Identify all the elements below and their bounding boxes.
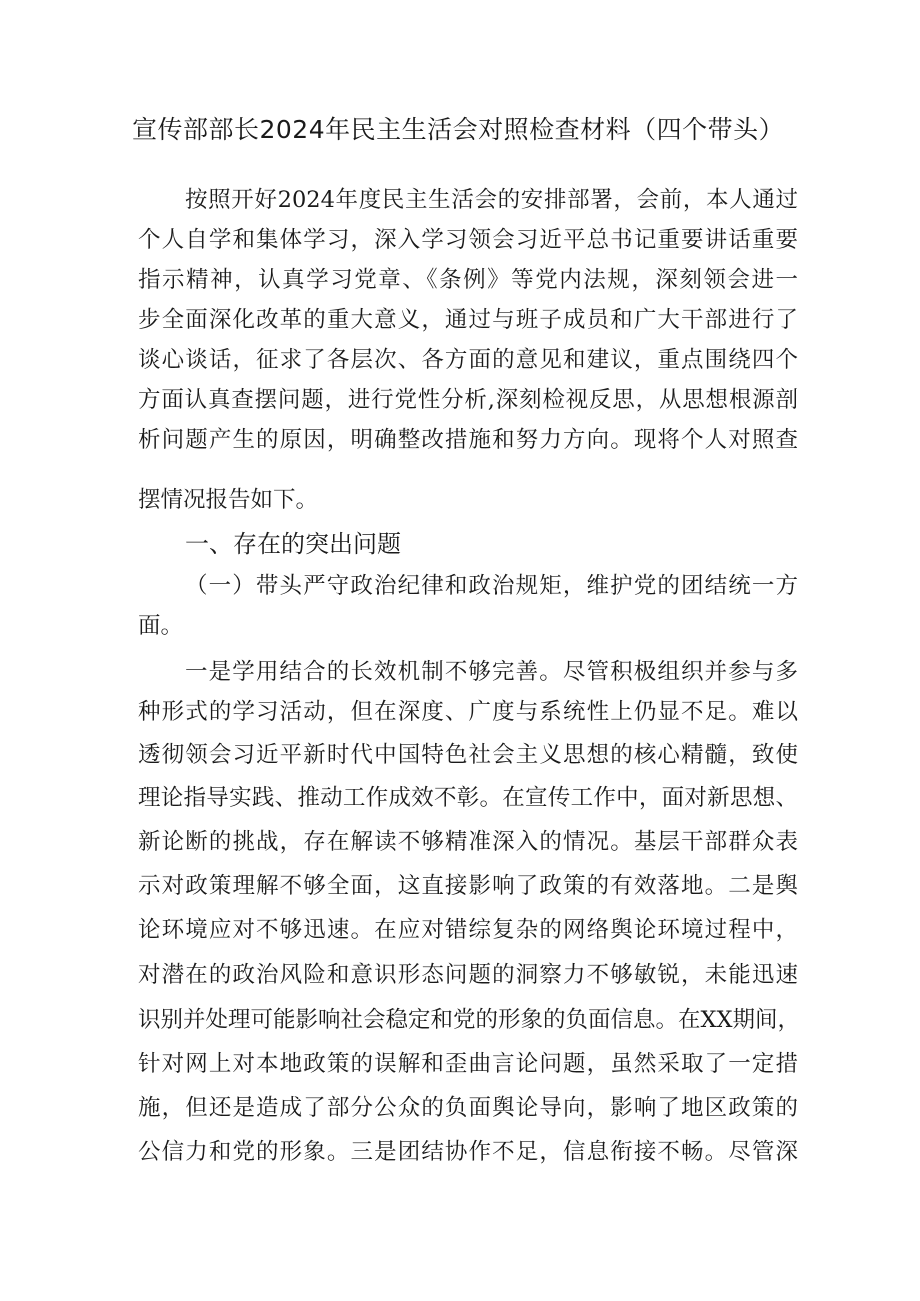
body-line: 种形式的学习活动，但在深度、广度与系统性上仍显不足。难以 <box>138 699 798 725</box>
intro-line: 个人自学和集体学习，深入学习领会习近平总书记重要讲话重要 <box>138 227 798 253</box>
body-line: 示对政策理解不够全面，这直接影响了政策的有效落地。二是舆 <box>138 873 798 899</box>
body-line: 一是学用结合的长效机制不够完善。尽管积极组织并参与多 <box>185 659 798 685</box>
body-line: 论环境应对不够迅速。在应对错综复杂的网络舆论环境过程中， <box>138 917 798 943</box>
intro-line: 按照开好2024年度民主生活会的安排部署，会前，本人通过 <box>185 187 798 213</box>
intro-line: 步全面深化改革的重大意义，通过与班子成员和广大干部进行了 <box>138 307 798 333</box>
subsection-line: 面。 <box>138 613 184 639</box>
body-line: 公信力和党的形象。三是团结协作不足，信息衔接不畅。尽管深 <box>138 1139 798 1165</box>
intro-line: 摆情况报告如下。 <box>138 487 319 513</box>
intro-line: 谈心谈话，征求了各层次、各方面的意见和建议，重点围绕四个 <box>138 347 798 373</box>
body-line: 识别并处理可能影响社会稳定和党的形象的负面信息。在XX期间， <box>138 1007 801 1033</box>
body-line: 理论指导实践、推动工作成效不彰。在宣传工作中，面对新思想、 <box>138 785 798 811</box>
body-line: 新论断的挑战，存在解读不够精准深入的情况。基层干部群众表 <box>138 829 798 855</box>
body-line: 施，但还是造成了部分公众的负面舆论导向，影响了地区政策的 <box>138 1095 798 1121</box>
body-line: 针对网上对本地政策的误解和歪曲言论问题，虽然采取了一定措 <box>138 1051 798 1077</box>
section-heading: 一、存在的突出问题 <box>185 530 401 558</box>
intro-line: 析问题产生的原因，明确整改措施和努力方向。现将个人对照查 <box>138 427 798 453</box>
body-line: 对潜在的政治风险和意识形态问题的洞察力不够敏锐，未能迅速 <box>138 962 798 988</box>
intro-line: 方面认真查摆问题，进行党性分析,深刻检视反思，从思想根源剖 <box>138 387 798 413</box>
subsection-line: （一）带头严守政治纪律和政治规矩，维护党的团结统一方 <box>185 573 798 599</box>
intro-line: 指示精神，认真学习党章、《条例》等党内法规，深刻领会进一 <box>138 267 798 293</box>
document-title: 宣传部部长2024年民主生活会对照检查材料（四个带头） <box>132 115 785 144</box>
body-line: 透彻领会习近平新时代中国特色社会主义思想的核心精髓，致使 <box>138 742 798 768</box>
